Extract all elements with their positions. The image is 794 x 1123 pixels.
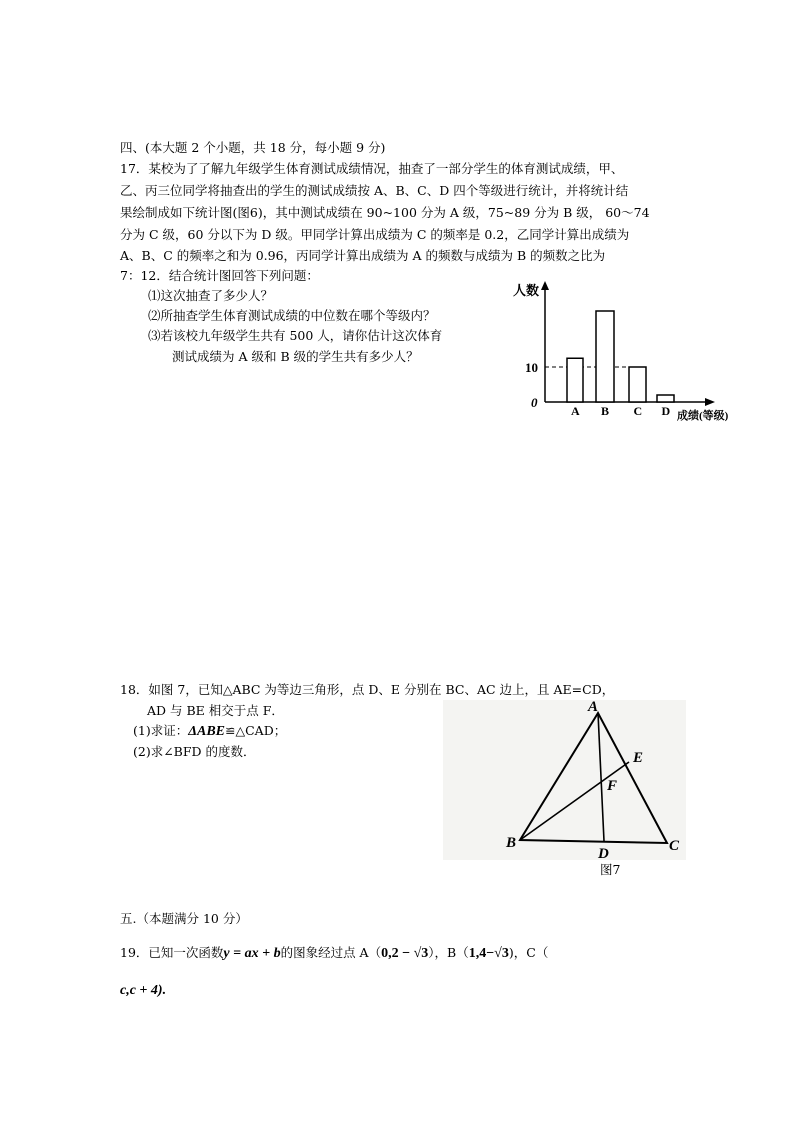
y-tick-0: 0 [531,395,538,410]
q19-sep-b: ），B（ [428,945,469,960]
q18-line1: 18．如图 7，已知△ABC 为等边三角形，点 D、E 分别在 BC、AC 边上，且 AE=CD， [120,682,615,697]
q17-line: A、B、C 的频率之和为 0.96，丙同学计算出成绩为 A 的频数与成绩为 B 的频数之比为 [120,248,606,263]
label-f: F [607,778,618,794]
x-axis-label: 成绩(等级) [677,410,729,422]
q17-sub1: ⑴这次抽查了多少人？ [148,288,274,303]
q19-mid: 的图象经过点 A（ [280,945,382,960]
label-d: D [598,846,609,860]
q19-prefix: 19．已知一次函数 [120,945,224,960]
q19-line2 [120,982,166,999]
q18-line2: AD 与 BE 相交于点 F． [147,703,284,718]
q18-sub1-math: ΔABE [188,724,226,739]
segment-be [520,762,629,840]
label-c: C [669,838,680,854]
q19-point-b: 1,4−√3 [468,946,509,961]
q17-line: 乙、丙三位同学将抽查出的学生的测试成绩按 A、B、C、D 四个等级进行统计，并将统计结 [120,183,629,198]
y-axis-arrow [541,281,549,290]
y-tick-10: 10 [525,360,538,375]
segment-ad [598,713,604,841]
bar-B [596,311,614,402]
q17-sub3: ⑶若该校九年级学生共有 500 人，请你估计这次体育 [148,328,443,343]
label-a: A [588,700,599,715]
q18-sub1 [133,723,286,740]
bar-A [567,358,583,402]
label-e: E [633,750,644,766]
q19-sep-c: )，C（ [508,945,549,960]
label-b: B [506,835,517,851]
q17-line: 分为 C 级，60 分以下为 D 级。甲同学计算出成绩为 C 的频率是 0.2，乙同学计算出成绩为 [120,227,630,242]
bar-chart [505,278,755,426]
x-tick-C: C [633,404,643,418]
q18-sub1-prefix: (1)求证： [133,723,189,738]
q17-line: 7：12．结合统计图回答下列问题： [120,268,319,283]
x-axis-arrow [705,398,715,406]
figure-7-caption: 图7 [600,862,621,877]
bar-C [629,367,646,402]
q17-sub3-cont: 测试成绩为 A 级和 B 级的学生共有多少人？ [172,349,419,364]
figure-7-triangle [443,700,686,860]
q17-line: 果绘制成如下统计图(图6)，其中测试成绩在 90~100 分为 A 级，75~89 分为 B 级， 60～74 [120,205,650,220]
q19-line1 [120,945,548,962]
bar-D [657,395,674,402]
q17-sub2: ⑵所抽查学生体育测试成绩的中位数在哪个等级内？ [148,308,436,323]
q19-point-c: c,c + 4). [120,983,167,998]
section-4-title: 四、(本大题 2 个小题，共 18 分，每小题 9 分) [120,140,386,155]
q18-sub2: (2)求∠BFD 的度数． [133,744,256,759]
section-5-title: 五.（本题满分 10 分） [120,911,248,926]
q19-point-a: 0,2 − √3 [381,946,429,961]
x-tick-A: A [571,404,580,418]
x-tick-B: B [601,404,610,418]
y-axis-label: 人数 [513,283,540,298]
q17-line: 17．某校为了了解九年级学生体育测试成绩情况，抽查了一部分学生的体育测试成绩，甲、 [120,161,624,176]
x-tick-D: D [661,404,671,418]
q19-function: y = ax + b [223,946,281,961]
q18-sub1-suffix: ≌△CAD； [225,723,287,738]
